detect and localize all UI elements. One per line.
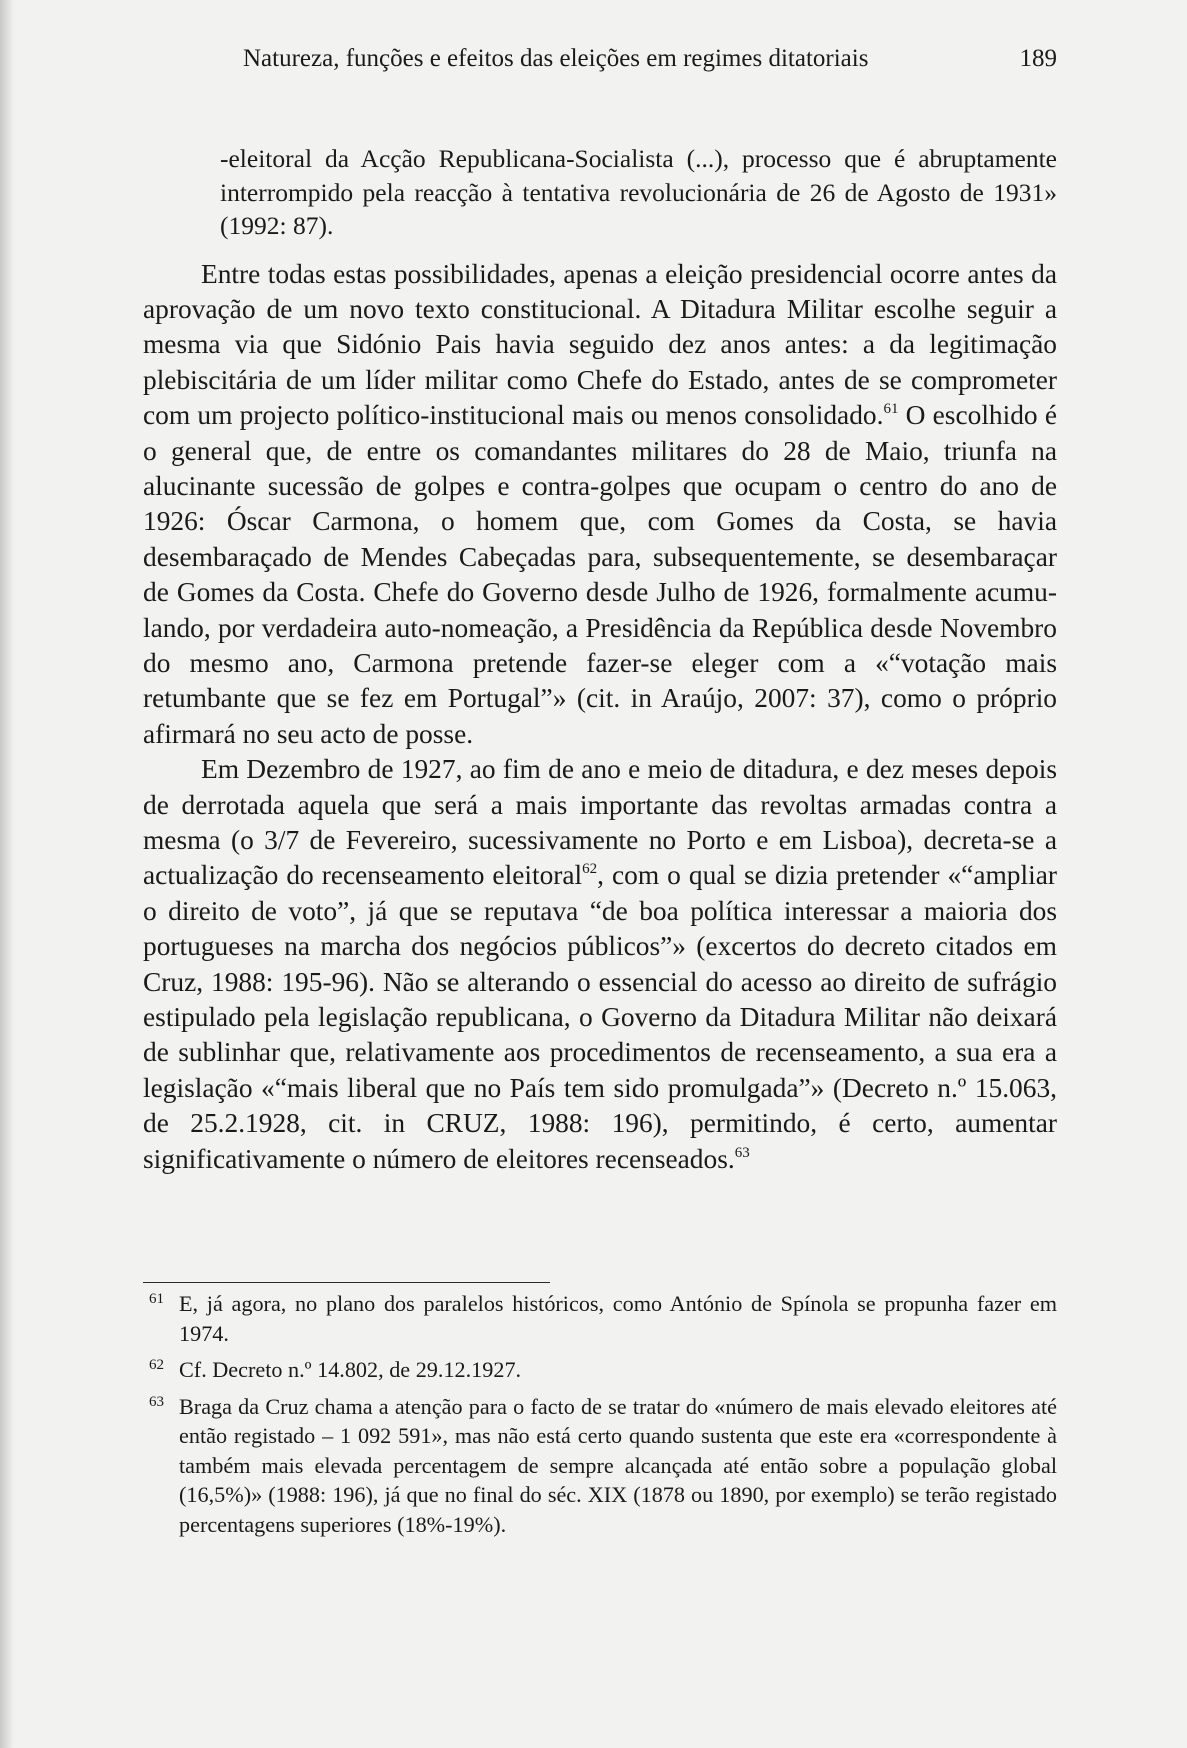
footnote-text: Cf. Decreto n.º 14.802, de 29.12.1927.	[179, 1357, 522, 1382]
footnote-separator	[143, 1282, 550, 1283]
block-quote-continuation: -eleitoral da Acção Republicana-Socialista (...), processo que é abruptamente interrompido pela reacção à tentativa revolucionária de 26 de Agosto de 1931» (1992: 87).	[220, 144, 1057, 240]
running-title: Natureza, funções e efeitos das eleições em regimes ditatoriais	[243, 45, 869, 72]
footnote-number: 61	[149, 1291, 164, 1307]
paragraph-2-text-continued: , com o qual se dizia pretender «“ampliar o direito de voto”, já que se reputava “de boa política interessar a maioria dos portugueses na marcha dos negócios públicos”» (excertos do decreto citados em Cruz, 1988: 195-96). Não se alterando o essencial do acesso ao direito de sufrágio estipulado pela legislação republicana, o Governo da Ditadura Militar não deixará de sublinhar que, relativamente aos procedimentos de recenseamento, a sua era a legislação «“mais liberal que no País tem sido promulgada”» (Decreto n.º 15.063, de 25.2.1928, cit. in CRUZ, 1988: 196), permitindo, é certo, aumentar significativamente o número de eleitores recenseados.	[143, 860, 1057, 1174]
footnote-number: 62	[149, 1357, 164, 1373]
paragraph-2	[143, 752, 1057, 1177]
footnote-ref-61[interactable]: 61	[883, 401, 899, 418]
footnote-ref-62[interactable]: 62	[582, 861, 598, 878]
paragraph-2-text: Em Dezembro de 1927, ao fim de ano e meio de ditadura, e dez meses depois de derrotada aquela que será a mais importante das revoltas armadas contra a mesma (o 3/7 de Fevereiro, sucessivamente no Porto e em Lisboa), decreta-se a actualização do recenseamento eleitoral	[143, 754, 1057, 891]
footnote-text: E, já agora, no plano dos paralelos históricos, como António de Spínola se propunha fazer em 1974.	[179, 1291, 1057, 1346]
paragraph-1-text: Entre todas estas possibilidades, apenas a eleição presidencial ocorre antes da aprovação de um novo texto constitucional. A Ditadura Militar escolhe seguir a mesma via que Sidónio Pais havia seguido dez anos antes: a da legitimação plebiscitária de um líder militar como Chefe do Estado, antes de se comprometer com um projecto político-institucional mais ou menos consolidado.	[143, 258, 1057, 431]
footnote-number: 63	[149, 1393, 164, 1410]
footnote-62	[143, 1355, 1057, 1385]
book-page	[143, 0, 1057, 1748]
footnotes	[143, 1289, 1057, 1546]
footnote-text: Braga da Cruz chama a atenção para o facto de se tratar do «número de mais elevado eleitores até então registado – 1 092 591», mas não está certo quando sustenta que este era «correspondente à também mais elevada percentagem de sempre alcançada até então sobre a população global (16,5%)» (1988: 196), já que no final do séc. XIX (1878 ou 1890, por exemplo) se terão registado percentagens superiores (18%-19%).	[179, 1393, 1057, 1537]
footnote-61	[143, 1289, 1057, 1348]
paragraph-1	[143, 257, 1057, 753]
body-text	[143, 142, 1057, 1177]
footnote-63	[143, 1392, 1057, 1540]
page-number: 189	[1019, 45, 1057, 72]
footnote-ref-63[interactable]: 63	[734, 1144, 750, 1161]
book-spine-shadow	[0, 0, 14, 1748]
paragraph-1-text-continued: O escolhido é o general que, de entre os comandantes militares do 28 de Maio, triunfa na alucinante sucessão de golpes e contra-golpes que ocupam o centro do ano de 1926: Óscar Carmona, o homem que, com Gomes da Costa, se havia desembaraçado de Mendes Cabeçadas para, subsequentemente, se desembaraçar de Gomes da Costa. Chefe do Governo desde Julho de 1926, formalmente acumulando, por verdadeira auto-nomeação, a Presidência da República desde Novembro do mesmo ano, Carmona pretende fazer-se eleger com a «“votação mais retumbante que se fez em Portugal”» (cit. in Araújo, 2007: 37), como o próprio afirmará no seu acto de posse.	[143, 400, 1057, 749]
